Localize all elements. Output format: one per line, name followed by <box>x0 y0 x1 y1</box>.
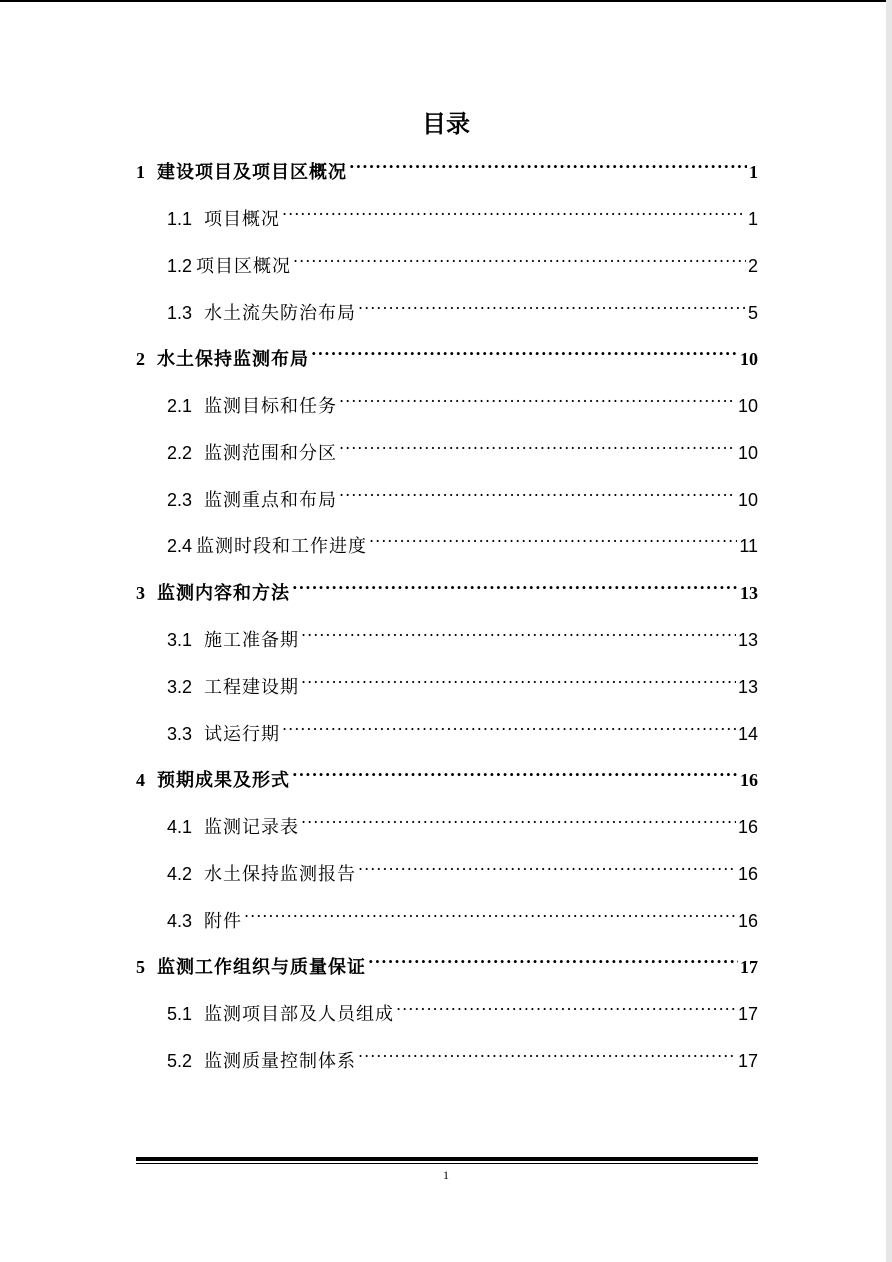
toc-entry-5[interactable] <box>136 943 758 978</box>
toc-entry-number: 3.1 <box>167 630 193 650</box>
toc-entry-number: 5.1 <box>167 1004 193 1024</box>
toc-dot-leader <box>339 476 736 506</box>
toc-dot-leader <box>293 242 746 272</box>
toc-entry-page: 5 <box>747 303 758 323</box>
page-number: 1 <box>443 1168 449 1182</box>
toc-entry-number: 4.1 <box>167 817 193 837</box>
toc-entry-label: 建设项目及项目区概况 <box>157 162 347 183</box>
toc-entry-number: 2.4 <box>167 536 193 556</box>
toc-entry-3-3[interactable] <box>167 710 758 745</box>
toc-entry-5-2[interactable] <box>167 1037 758 1072</box>
toc-entry-label: 监测范围和分区 <box>204 443 338 464</box>
toc-entry-label: 预期成果及形式 <box>157 770 290 791</box>
toc-dot-leader <box>282 710 736 740</box>
toc-entry-label: 工程建设期 <box>204 677 300 698</box>
footer-rule-thick <box>136 1157 758 1161</box>
page-edge-shadow <box>886 0 892 1262</box>
toc-dot-leader <box>358 1037 736 1067</box>
toc-entry-page: 13 <box>737 630 758 650</box>
toc-entry-label: 试运行期 <box>204 724 281 745</box>
toc-entry-2-2[interactable] <box>167 429 758 464</box>
toc-entry-4[interactable] <box>136 756 758 791</box>
footer-rule-thin <box>136 1163 758 1164</box>
toc-entry-page: 2 <box>747 256 758 276</box>
toc-entry-number: 2 <box>136 349 145 369</box>
toc-entry-label: 施工准备期 <box>204 630 300 651</box>
toc-entry-page: 13 <box>740 583 758 603</box>
toc-entry-4-3[interactable] <box>167 897 758 932</box>
toc-dot-leader <box>292 569 738 599</box>
toc-entry-number: 4.3 <box>167 911 193 931</box>
toc-dot-leader <box>282 195 746 225</box>
toc-entry-page: 16 <box>737 817 758 837</box>
toc-entry-page: 13 <box>737 677 758 697</box>
toc-entry-1[interactable] <box>136 148 758 183</box>
toc-entry-page: 17 <box>737 1004 758 1024</box>
toc-entry-page: 16 <box>740 770 758 790</box>
toc-entry-page: 1 <box>747 209 758 229</box>
toc-dot-leader <box>301 803 736 833</box>
toc-entry-number: 1.3 <box>167 303 193 323</box>
toc-entry-label: 水土流失防治布局 <box>204 303 357 324</box>
toc-entry-3-1[interactable] <box>167 616 758 651</box>
toc-entry-page: 14 <box>737 724 758 744</box>
toc-entry-page: 16 <box>737 864 758 884</box>
toc-entry-page: 10 <box>737 396 758 416</box>
toc-entry-4-1[interactable] <box>167 803 758 838</box>
toc-entry-page: 17 <box>740 957 758 977</box>
toc-entry-label: 监测质量控制体系 <box>204 1051 357 1072</box>
toc-dot-leader <box>369 522 737 552</box>
toc-dot-leader <box>349 148 747 178</box>
toc-entry-label: 监测目标和任务 <box>204 396 338 417</box>
toc-entry-2-1[interactable] <box>167 382 758 417</box>
toc-entry-number: 5 <box>136 957 145 977</box>
toc-entry-page: 10 <box>737 490 758 510</box>
toc-dot-leader <box>339 382 736 412</box>
toc-entry-label: 项目概况 <box>204 209 281 230</box>
toc-dot-leader <box>339 429 736 459</box>
toc-entry-page: 16 <box>737 911 758 931</box>
toc-title: 目录 <box>422 110 470 138</box>
toc-entry-page: 10 <box>737 443 758 463</box>
toc-entry-label: 水土保持监测报告 <box>204 864 357 885</box>
toc-entry-number: 3 <box>136 583 145 603</box>
toc-entry-number: 5.2 <box>167 1051 193 1071</box>
toc-entry-4-2[interactable] <box>167 850 758 885</box>
toc-entry-label: 监测工作组织与质量保证 <box>157 957 366 978</box>
toc-entry-1-3[interactable] <box>167 289 758 324</box>
toc-dot-leader <box>311 335 738 365</box>
toc-entry-3-2[interactable] <box>167 663 758 698</box>
toc-entry-number: 2.1 <box>167 396 193 416</box>
toc-dot-leader <box>301 663 736 693</box>
toc-dot-leader <box>358 289 746 319</box>
toc-entry-2-4[interactable] <box>167 522 758 557</box>
toc-entry-label: 监测内容和方法 <box>157 583 290 604</box>
toc-entry-2[interactable] <box>136 335 758 370</box>
toc-entry-5-1[interactable] <box>167 990 758 1025</box>
toc-entry-page: 10 <box>740 349 758 369</box>
toc-entry-label: 监测重点和布局 <box>204 490 338 511</box>
toc-entry-page: 17 <box>737 1051 758 1071</box>
toc-entry-number: 2.2 <box>167 443 193 463</box>
toc-dot-leader <box>358 850 736 880</box>
toc-entry-number: 2.3 <box>167 490 193 510</box>
toc-dot-leader <box>396 990 736 1020</box>
toc-entry-1-1[interactable] <box>167 195 758 230</box>
toc-entry-label: 附件 <box>204 911 243 932</box>
toc-entry-number: 1.2 <box>167 256 193 276</box>
toc-dot-leader <box>368 943 738 973</box>
toc-entry-number: 1.1 <box>167 209 193 229</box>
toc-entry-3[interactable] <box>136 569 758 604</box>
toc-entry-number: 4 <box>136 770 145 790</box>
toc-dot-leader <box>301 616 736 646</box>
toc-dot-leader <box>292 756 738 786</box>
toc-entry-number: 3.3 <box>167 724 193 744</box>
toc-entry-number: 4.2 <box>167 864 193 884</box>
toc-entry-number: 3.2 <box>167 677 193 697</box>
toc-entry-label: 监测时段和工作进度 <box>196 536 368 557</box>
toc-entry-label: 项目区概况 <box>196 256 292 277</box>
toc-entry-page: 11 <box>739 536 758 556</box>
toc-entry-label: 监测记录表 <box>204 817 300 838</box>
toc-entry-number: 1 <box>136 162 145 182</box>
toc-entry-label: 水土保持监测布局 <box>157 349 309 370</box>
toc-entry-label: 监测项目部及人员组成 <box>204 1004 395 1025</box>
toc-entry-1-2[interactable] <box>167 242 758 277</box>
toc-entry-2-3[interactable] <box>167 476 758 511</box>
toc-entry-page: 1 <box>749 162 758 182</box>
toc-dot-leader <box>244 897 736 927</box>
